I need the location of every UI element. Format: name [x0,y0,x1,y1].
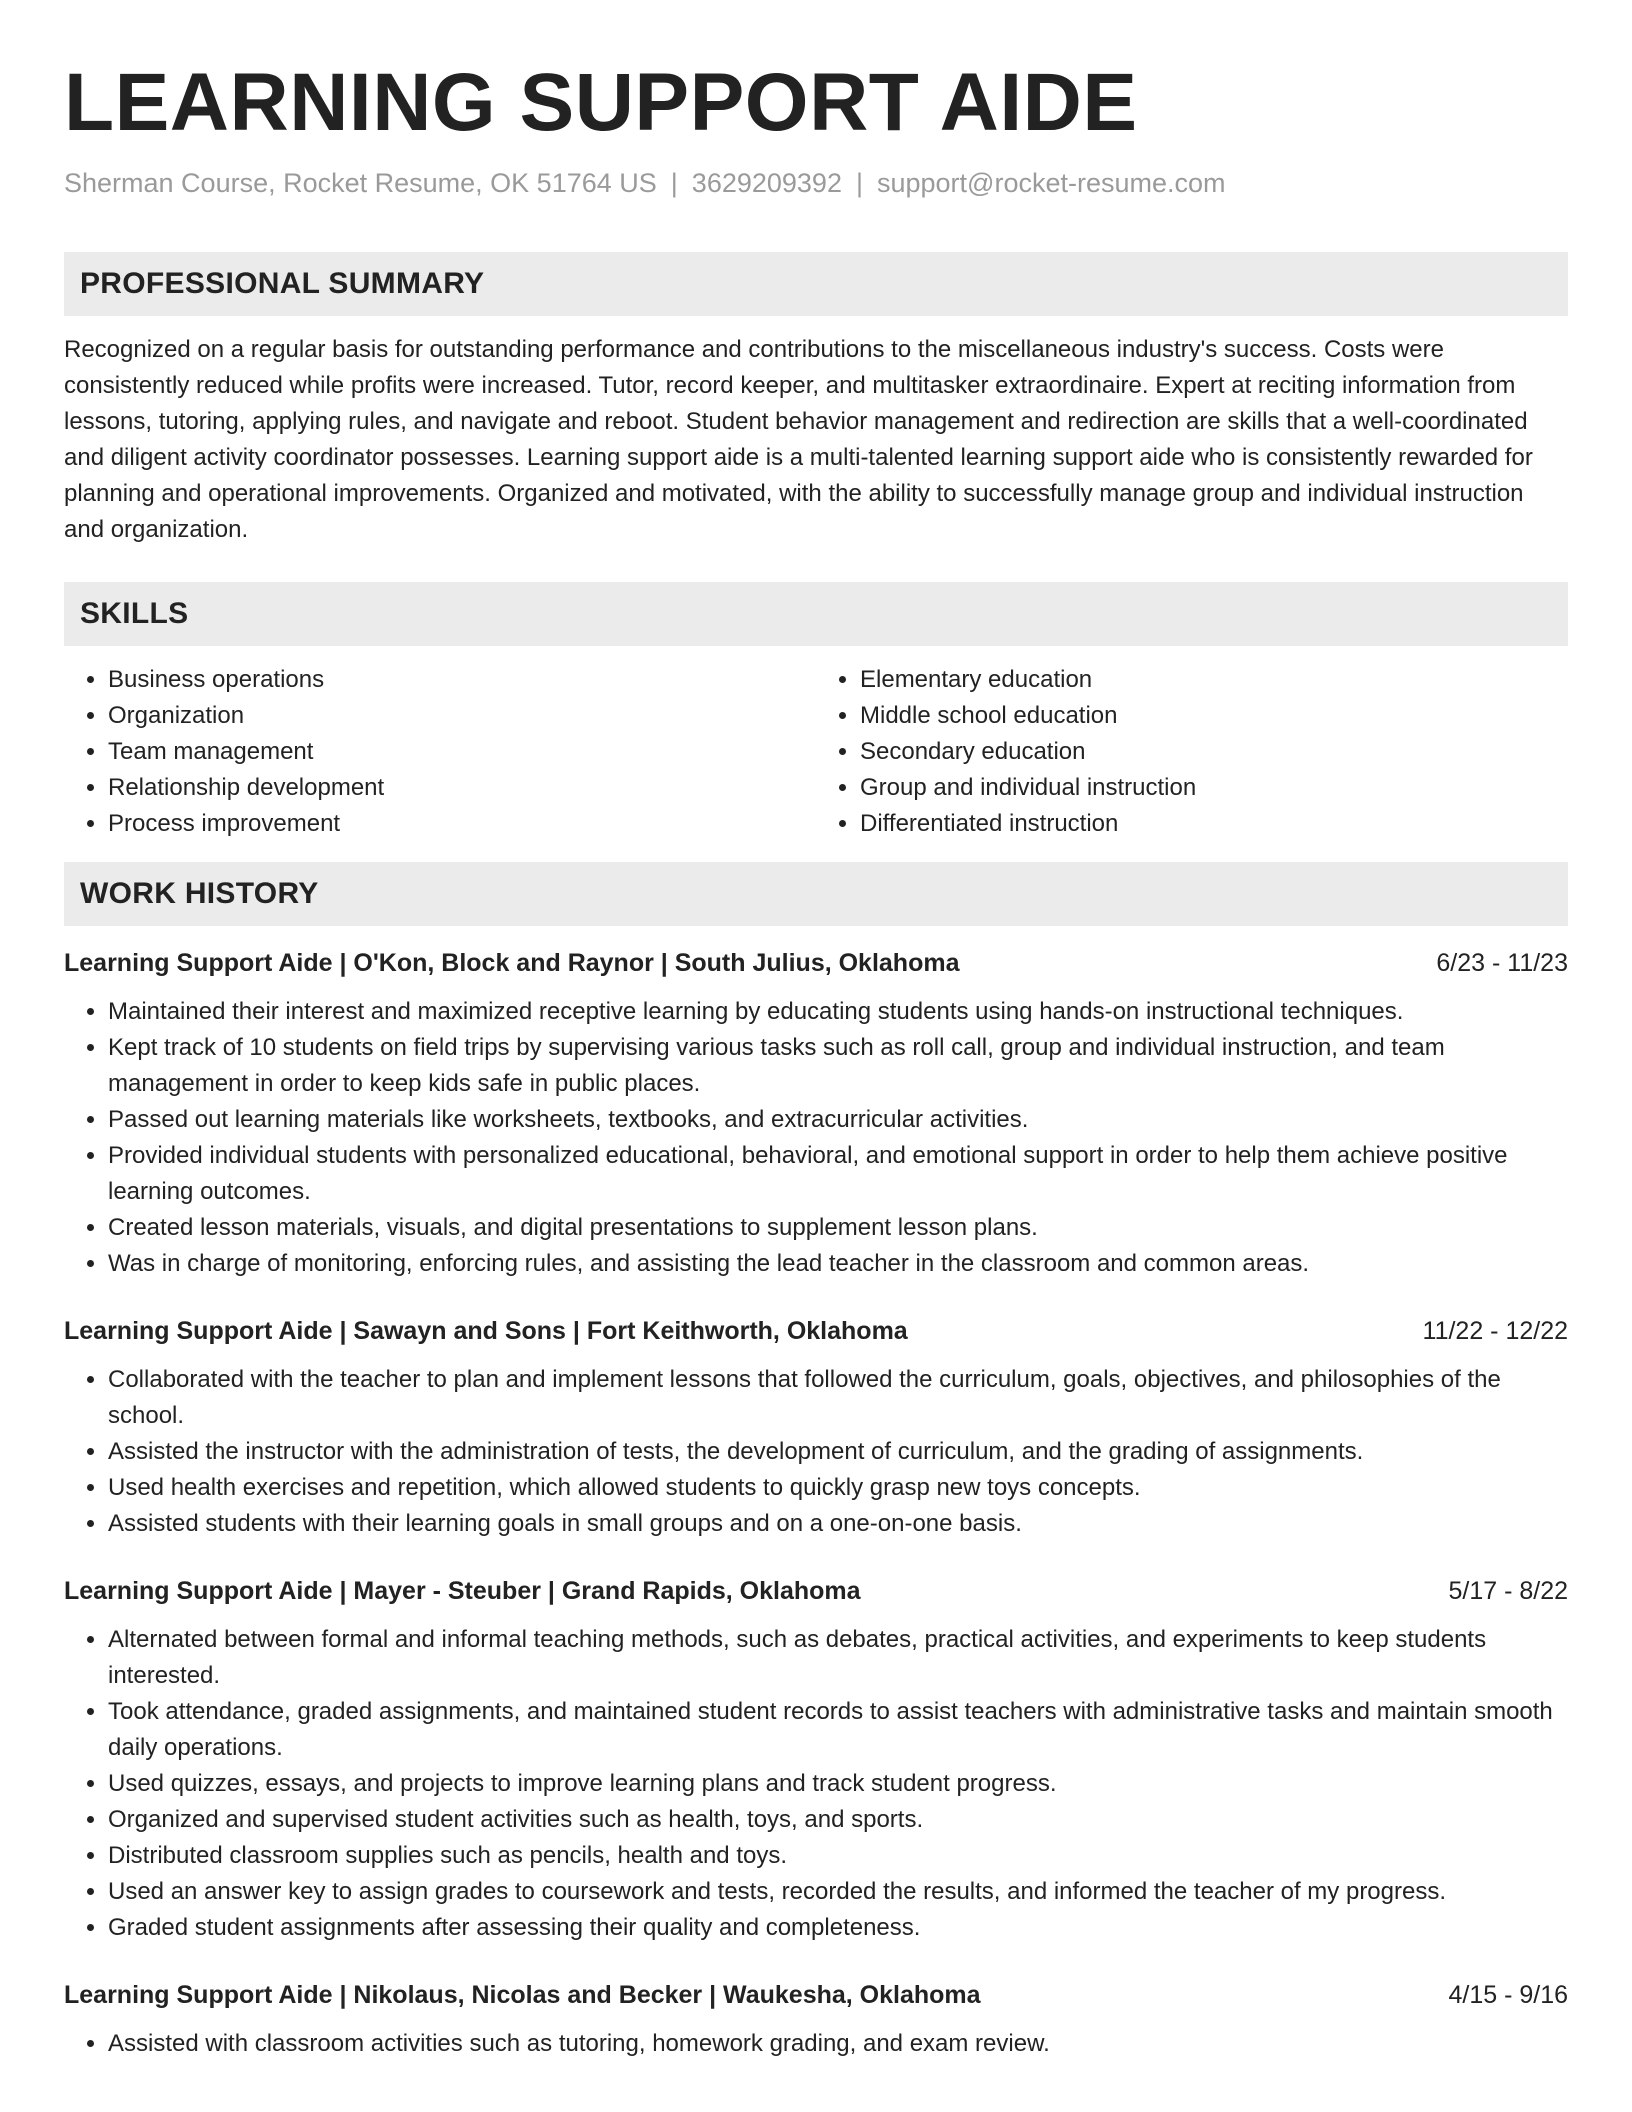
contact-separator: | [855,168,863,198]
skills-list [64,662,1568,842]
job-bullet: • Took attendance, graded assignments, and maintained student records to assist teachers with administrative tasks and maintain smooth daily operations. [108,1694,1568,1766]
job-bullet: • Used an answer key to assign grades to coursework and tests, recorded the results, and informed the teacher of my progress. [108,1874,1568,1910]
job-entry [64,1314,1568,1542]
job-header [64,1574,1568,1608]
job-title: Learning Support Aide | O'Kon, Block and Raynor | South Julius, Oklahoma [64,949,960,977]
summary-section-header: PROFESSIONAL SUMMARY [64,252,1568,316]
skill-item: • Secondary education [860,734,1568,770]
job-bullets [64,2026,1568,2062]
skill-item: • Differentiated instruction [860,806,1568,842]
resume-name: LEARNING SUPPORT AIDE [64,57,1138,148]
job-bullet: • Used quizzes, essays, and projects to improve learning plans and track student progress. [108,1766,1568,1802]
job-bullet: • Alternated between formal and informal teaching methods, such as debates, practical activities, and experiments to keep students interested. [108,1622,1568,1694]
contact-address: Sherman Course, Rocket Resume, OK 51764 US [64,168,657,198]
skills-column-left [64,662,816,842]
skills-column-right [816,662,1568,842]
job-bullet: • Assisted with classroom activities such as tutoring, homework grading, and exam review. [108,2026,1568,2062]
job-title: Learning Support Aide | Mayer - Steuber | Grand Rapids, Oklahoma [64,1577,861,1605]
skill-item: • Elementary education [860,662,1568,698]
contact-phone: 3629209392 [691,168,842,198]
skills-section-header: SKILLS [64,582,1568,646]
job-bullet: • Kept track of 10 students on field trips by supervising various tasks such as roll call, group and individual instruction, and team management in order to keep kids safe in public places. [108,1030,1568,1102]
skill-item: • Business operations [108,662,816,698]
skill-item: • Relationship development [108,770,816,806]
job-bullet: • Distributed classroom supplies such as pencils, health and toys. [108,1838,1568,1874]
job-bullet: • Maintained their interest and maximized receptive learning by educating students using hands-on instructional techniques. [108,994,1568,1030]
job-bullets [64,994,1568,1282]
job-bullet: • Provided individual students with personalized educational, behavioral, and emotional support in order to help them achieve positive learning outcomes. [108,1138,1568,1210]
job-entry [64,1574,1568,1946]
job-bullet: • Was in charge of monitoring, enforcing rules, and assisting the lead teacher in the classroom and common areas. [108,1246,1568,1282]
job-entry [64,946,1568,1282]
contact-line [64,166,1568,200]
job-dates: 5/17 - 8/22 [1448,1577,1568,1605]
job-bullet: • Created lesson materials, visuals, and digital presentations to supplement lesson plans. [108,1210,1568,1246]
work-history-section-header: WORK HISTORY [64,862,1568,926]
job-dates: 4/15 - 9/16 [1448,1981,1568,2009]
job-bullets [64,1622,1568,1946]
job-bullet: • Assisted the instructor with the administration of tests, the development of curriculum, and the grading of assignments. [108,1434,1568,1470]
skill-item: • Process improvement [108,806,816,842]
skill-item: • Team management [108,734,816,770]
contact-email: support@rocket-resume.com [876,168,1226,198]
job-dates: 11/22 - 12/22 [1422,1317,1568,1345]
job-bullet: • Organized and supervised student activities such as health, toys, and sports. [108,1802,1568,1838]
job-title: Learning Support Aide | Nikolaus, Nicolas and Becker | Waukesha, Oklahoma [64,1981,981,2009]
job-bullet: • Graded student assignments after assessing their quality and completeness. [108,1910,1568,1946]
contact-separator: | [670,168,678,198]
job-bullet: • Used health exercises and repetition, which allowed students to quickly grasp new toys concepts. [108,1470,1568,1506]
skill-item: • Organization [108,698,816,734]
job-bullet: • Assisted students with their learning goals in small groups and on a one-on-one basis. [108,1506,1568,1542]
job-title: Learning Support Aide | Sawayn and Sons | Fort Keithworth, Oklahoma [64,1317,908,1345]
job-dates: 6/23 - 11/23 [1436,949,1568,977]
job-bullet: • Passed out learning materials like worksheets, textbooks, and extracurricular activities. [108,1102,1568,1138]
job-entry [64,1978,1568,2062]
skill-item: • Group and individual instruction [860,770,1568,806]
job-header [64,1978,1568,2012]
job-bullets [64,1362,1568,1542]
summary-text: Recognized on a regular basis for outstanding performance and contributions to the miscellaneous industry's success. Costs were consistently reduced while profits were increased. Tutor, record keeper, and multitasker extraordinaire. Expert at reciting information from lessons, tutoring, applying rules, and navigate and reboot. Student behavior management and redirection are skills that a well-coordinated and diligent activity coordinator possesses. Learning support aide is a multi-talented learning support aide who is consistently rewarded for planning and operational improvements. Organized and motivated, with the ability to successfully manage group and individual instruction and organization. [64,336,1533,543]
skill-item: • Middle school education [860,698,1568,734]
job-header [64,1314,1568,1348]
job-header [64,946,1568,980]
job-bullet: • Collaborated with the teacher to plan and implement lessons that followed the curriculum, goals, objectives, and philosophies of the school. [108,1362,1568,1434]
